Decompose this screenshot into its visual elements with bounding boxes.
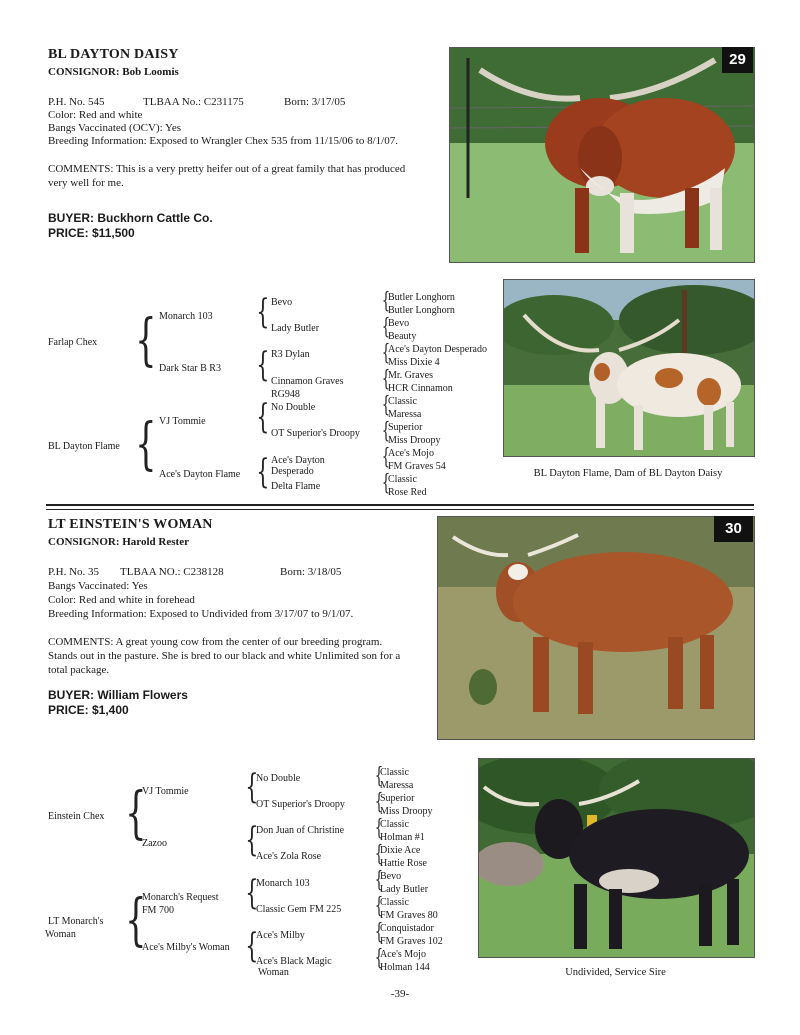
pedigree-brace: { [245,767,259,807]
pedigree-ancestor: Bevo [380,871,402,882]
breeding-info: Breeding Information: Exposed to Wrangler Chex 535 from 11/15/06 to 8/1/07. [48,135,398,147]
pedigree-ancestor: Superior [380,793,415,804]
pedigree-brace: { [256,452,270,492]
photo-caption: Undivided, Service Sire [565,967,666,978]
pedigree-ancestor: Rose Red [388,487,427,498]
born-date: Born: 3/18/05 [280,566,342,578]
tlbaa-number: TLBAA NO.: C238128 [120,566,224,578]
pedigree-brace: { [381,393,391,418]
pedigree-ancestor: R3 Dylan [271,349,310,360]
lot-title: LT EINSTEIN'S WOMAN [48,517,213,532]
pedigree-dam: BL Dayton Flame [48,441,120,452]
consignor: CONSIGNOR: Bob Loomis [48,66,179,78]
buyer: BUYER: Buckhorn Cattle Co. [48,211,213,225]
pedigree-ancestor: No Double [271,402,316,413]
tlbaa-number: TLBAA No.: C231175 [143,96,244,108]
pedigree-ancestor: HCR Cinnamon [388,383,453,394]
pedigree-ancestor: Butler Longhorn [388,305,455,316]
pedigree-ancestor: Miss Droopy [380,806,433,817]
pedigree-ancestor: Lady Butler [380,884,429,895]
pedigree-ancestor: Maressa [388,409,422,420]
pedigree-brace: { [374,868,384,893]
pedigree-grandparent: VJ Tommie [159,416,206,427]
pedigree-ancestor: Maressa [380,780,414,791]
pedigree-dam: LT Monarch's [48,916,104,927]
pedigree-ancestor: Miss Dixie 4 [388,357,440,368]
pedigree-brace: { [125,888,147,953]
pedigree-ancestor: Holman 144 [380,962,430,973]
pedigree-ancestor: Butler Longhorn [388,292,455,303]
price: PRICE: $1,400 [48,703,129,717]
pedigree-ancestor: OT Superior's Droopy [256,799,345,810]
pedigree-ancestor: Beauty [388,331,417,342]
ph-number: P.H. No. 35 [48,566,100,578]
pedigree-brace: { [374,842,384,867]
pedigree-ancestor: FM Graves 102 [380,936,443,947]
pedigree-ancestor: Ace's Mojo [388,448,434,459]
pedigree-brace: { [245,926,259,966]
pedigree-ancestor: Lady Butler [271,323,320,334]
pedigree-ancestor: FM Graves 54 [388,461,446,472]
bangs-info: Bangs Vaccinated: Yes [48,580,148,592]
pedigree-brace: { [245,873,259,913]
pedigree-ancestor: Dixie Ace [380,845,421,856]
pedigree-ancestor: Conquistador [380,923,434,934]
pedigree-ancestor: Superior [388,422,423,433]
pedigree-ancestor: Delta Flame [271,481,321,492]
pedigree-brace: { [381,315,391,340]
pedigree-ancestor: Ace's Milby [256,930,305,941]
lot-title: BL DAYTON DAISY [48,47,179,62]
pedigree-brace: { [135,412,157,477]
pedigree-ancestor: Classic [380,767,409,778]
pedigree-brace: { [374,920,384,945]
pedigree-ancestor: Classic Gem FM 225 [256,904,342,915]
pedigree-brace: { [381,471,391,496]
color-info: Color: Red and white in forehead [48,594,195,606]
pedigree-ancestor: Holman #1 [380,832,425,843]
price: PRICE: $11,500 [48,226,135,240]
pedigree-ancestor: Ace's Dayton [271,455,325,466]
pedigree-grandparent: Monarch 103 [159,311,213,322]
color-info: Color: Red and white [48,109,143,121]
pedigree-ancestor: Miss Droopy [388,435,441,446]
section-divider [46,504,754,506]
lot-number-badge: 30 [714,516,753,542]
pedigree-ancestor: Mr. Graves [388,370,433,381]
pedigree-brace: { [135,308,157,373]
pedigree-grandparent: Dark Star B R3 [159,363,221,374]
pedigree-ancestor: Desperado [271,466,314,477]
consignor: CONSIGNOR: Harold Rester [48,536,189,548]
pedigree-ancestor: Don Juan of Christine [256,825,345,836]
pedigree-ancestor: Classic [380,819,409,830]
pedigree-brace: { [381,289,391,314]
pedigree-sire: Einstein Chex [48,811,105,822]
ph-number: P.H. No. 545 [48,96,105,108]
pedigree-grandparent: Ace's Milby's Woman [142,942,230,953]
pedigree-ancestor: Classic [388,396,417,407]
pedigree-ancestor: OT Superior's Droopy [271,428,360,439]
pedigree-sire: Farlap Chex [48,337,98,348]
pedigree-ancestor: Ace's Dayton Desperado [388,344,487,355]
pedigree-brace: { [374,790,384,815]
photo-caption: BL Dayton Flame, Dam of BL Dayton Daisy [533,468,723,479]
pedigree-grandparent: Monarch's Request [142,892,219,903]
comments-line: COMMENTS: A great young cow from the center of our breeding program. [48,636,383,648]
pedigree-grandparent: Ace's Dayton Flame [159,469,241,480]
pedigree-brace: { [374,894,384,919]
pedigree-brace: { [256,397,270,437]
bangs-info: Bangs Vaccinated (OCV): Yes [48,122,182,134]
breeding-info: Breeding Information: Exposed to Undivided from 3/17/07 to 9/1/07. [48,608,354,620]
cattle-photo [437,516,755,740]
pedigree-ancestor: Woman [258,967,289,978]
pedigree-ancestor: Ace's Mojo [380,949,426,960]
pedigree-brace: { [245,820,259,860]
pedigree-brace: { [381,419,391,444]
dam-photo [503,279,755,457]
pedigree-brace: { [374,764,384,789]
cattle-photo [449,47,755,263]
buyer: BUYER: William Flowers [48,688,188,702]
pedigree-ancestor: Bevo [388,318,410,329]
pedigree-brace: { [256,292,270,332]
pedigree-ancestor: Classic [388,474,417,485]
pedigree-brace: { [125,781,147,846]
pedigree-brace: { [381,445,391,470]
page-number: -39- [390,988,410,1000]
comments-line: total package. [48,664,110,676]
pedigree-ancestor: Cinnamon Graves [271,376,344,387]
pedigree-brace: { [374,816,384,841]
pedigree-grandparent: Zazoo [142,838,167,849]
pedigree-dam: Woman [45,929,76,940]
pedigree-ancestor: Bevo [271,297,293,308]
pedigree-brace: { [374,946,384,971]
pedigree-ancestor: FM Graves 80 [380,910,438,921]
pedigree-ancestor: Monarch 103 [256,878,310,889]
sire-photo [478,758,755,958]
section-divider [46,509,754,510]
comments-line: Stands out in the pasture. She is bred to our black and white Unlimited son for a [48,650,401,662]
pedigree-ancestor: Ace's Black Magic [256,956,332,967]
pedigree-brace: { [381,341,391,366]
pedigree-grandparent: FM 700 [142,905,174,916]
pedigree-ancestor: Classic [380,897,409,908]
comments-line: COMMENTS: This is a very pretty heifer out of a great family that has produced [48,163,406,175]
pedigree-brace: { [256,345,270,385]
pedigree-ancestor: No Double [256,773,301,784]
pedigree-brace: { [381,367,391,392]
pedigree-ancestor: RG948 [271,389,300,400]
pedigree-ancestor: Ace's Zola Rose [256,851,322,862]
pedigree-ancestor: Hattie Rose [380,858,427,869]
born-date: Born: 3/17/05 [284,96,346,108]
pedigree-grandparent: VJ Tommie [142,786,189,797]
lot-number-badge: 29 [722,47,753,73]
comments-line: very well for me. [48,177,124,189]
